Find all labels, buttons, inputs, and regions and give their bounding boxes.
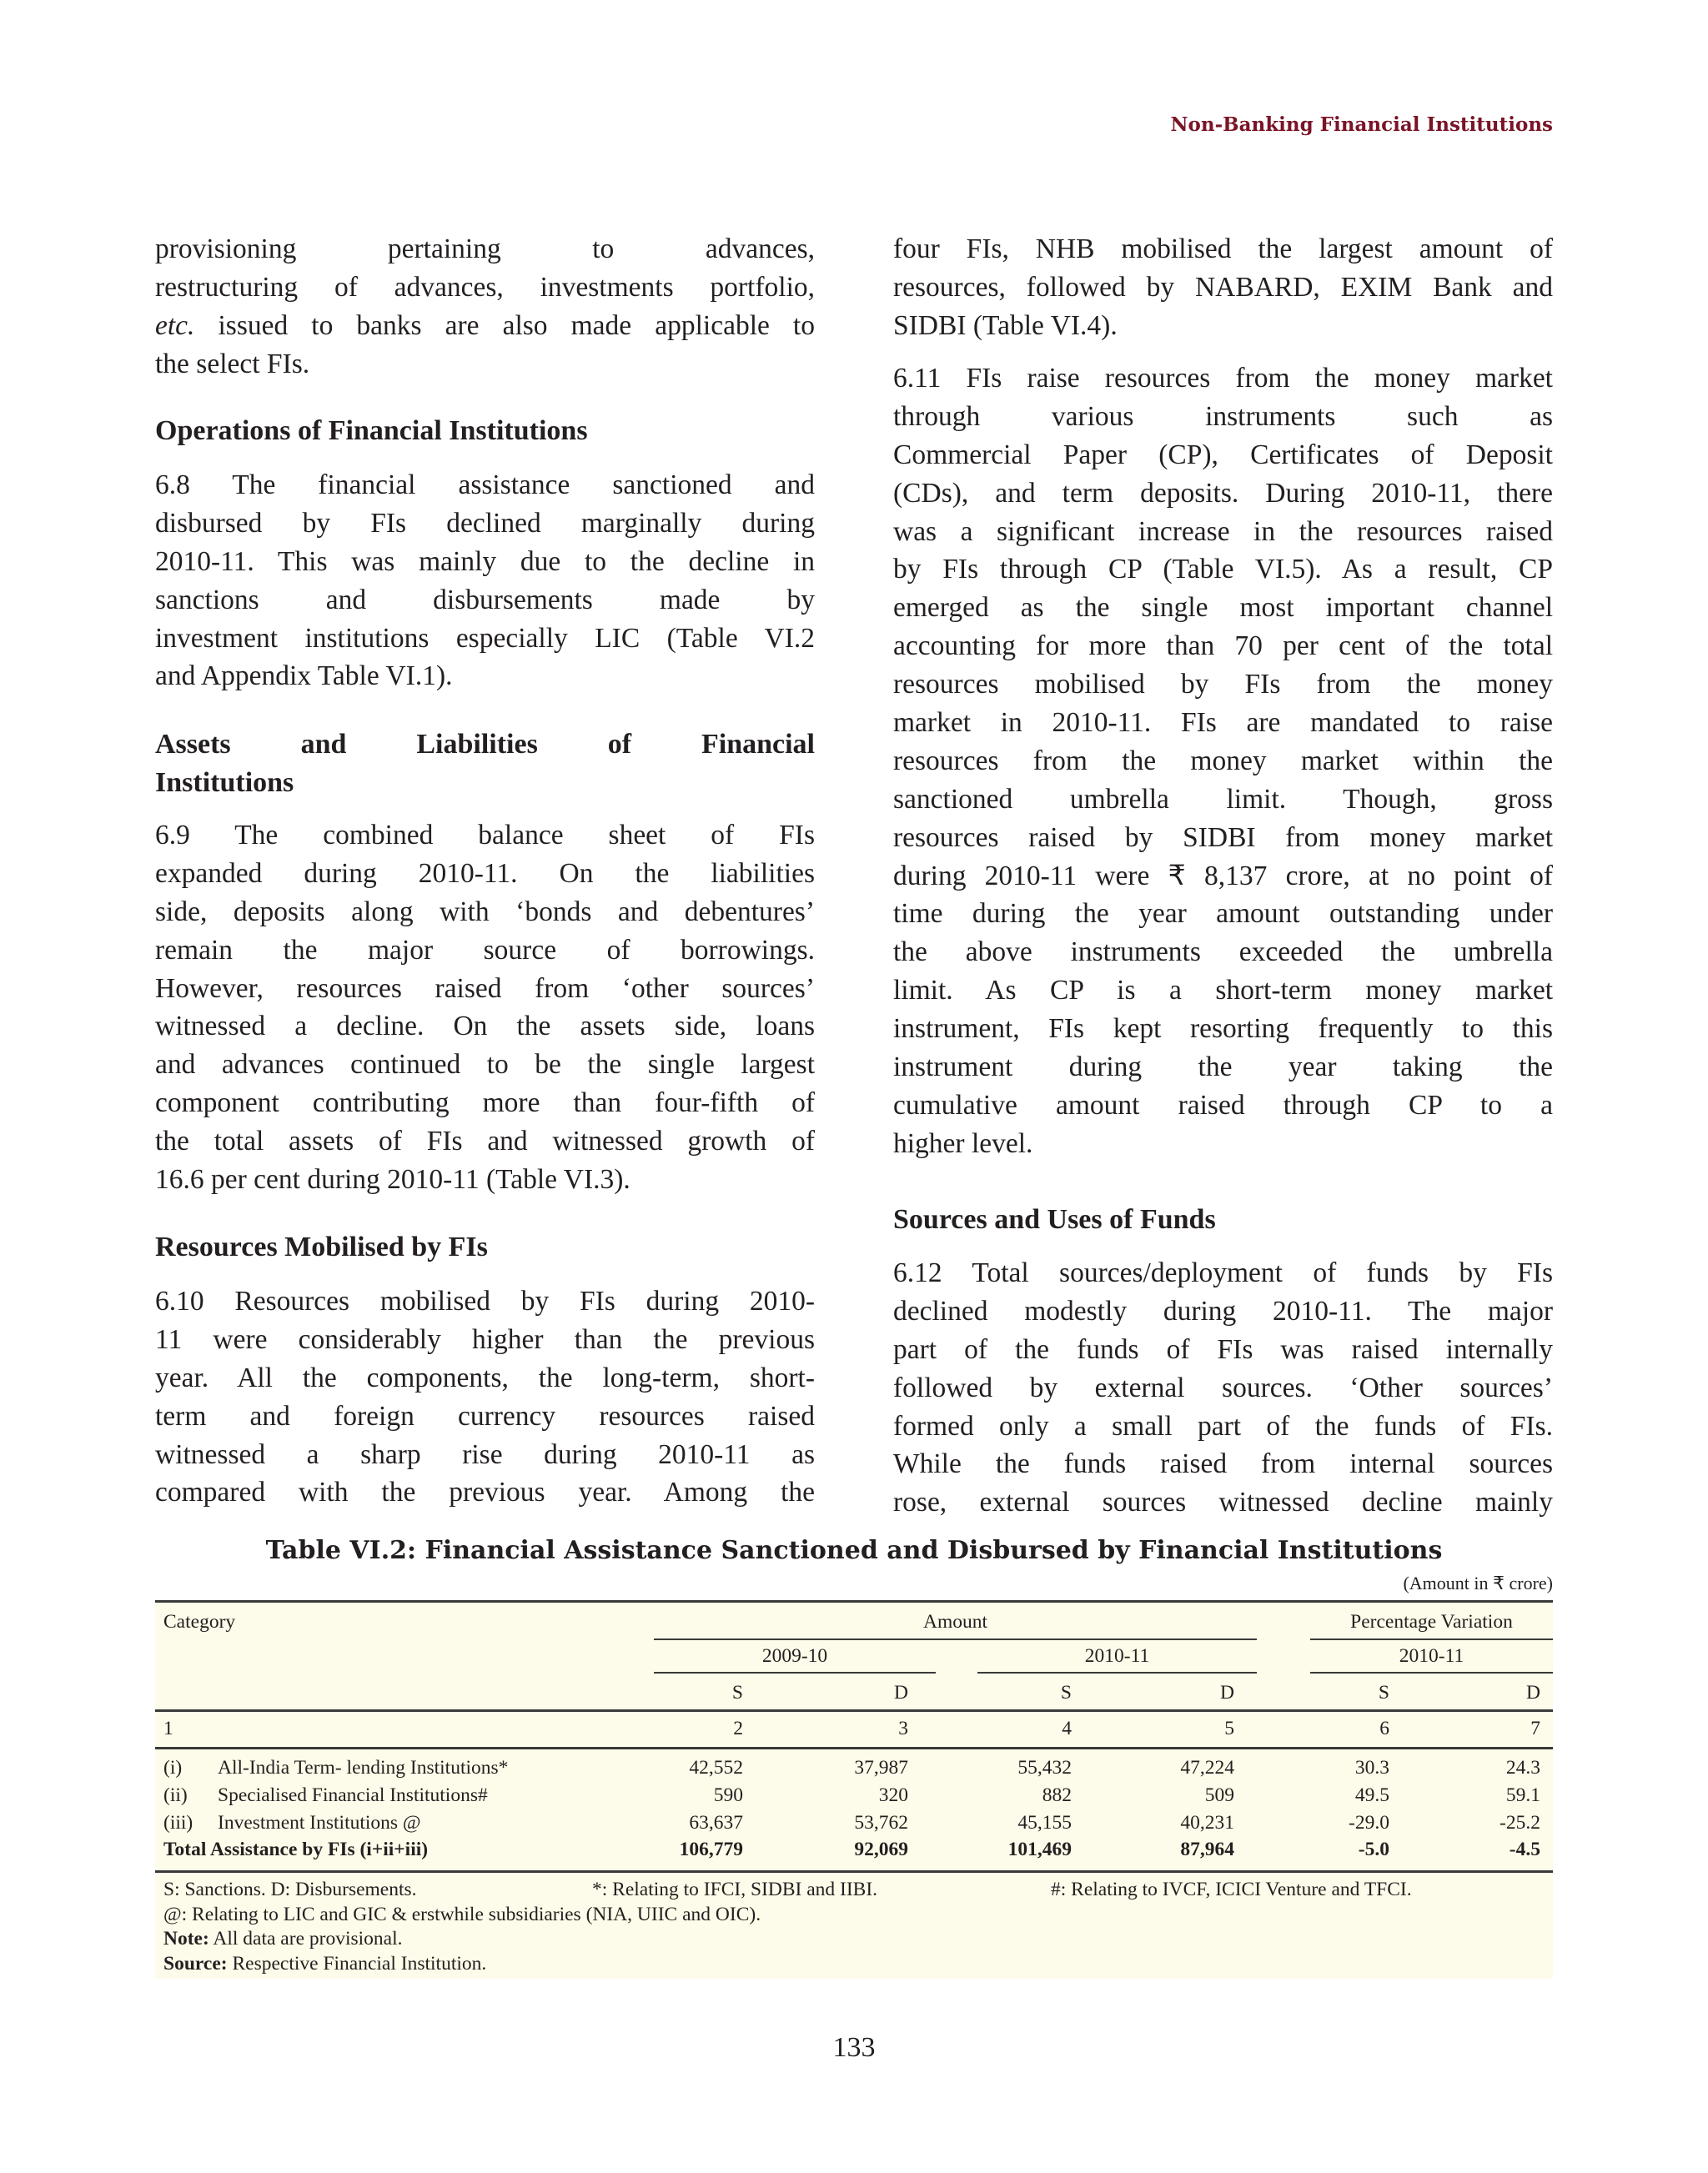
text-line: the above instruments exceeded the umbrella (893, 936, 1553, 968)
text-line: year. All the components, the long-term, short- (155, 1362, 815, 1393)
section-heading (893, 1201, 1553, 1239)
table-cell: 45,155 (1017, 1812, 1072, 1834)
note-text: All data are provisional. (208, 1928, 403, 1950)
table-unit: (Amount in ₹ crore) (1403, 1573, 1553, 1593)
row-label: All-India Term- lending Institutions* (218, 1757, 509, 1779)
text-line: resources raised by SIDBI from money market (893, 821, 1553, 853)
page-number: 133 (832, 2032, 876, 2063)
col-number: 4 (1062, 1718, 1072, 1739)
text-line: Assets and Liabilities of Financial (155, 729, 815, 760)
text-line: witnessed a sharp rise during 2010-11 as (155, 1438, 815, 1470)
row-index: (i) (163, 1757, 183, 1779)
text-line: instrument during the year taking the (893, 1051, 1553, 1083)
subcol-header: D (1220, 1682, 1234, 1704)
table-cell: 53,762 (854, 1812, 908, 1834)
text-line: time during the year amount outstanding under (893, 898, 1553, 930)
row-label: Investment Institutions @ (218, 1812, 421, 1834)
text-line: 16.6 per cent during 2010-11 (Table VI.3). (155, 1164, 630, 1196)
table-cell: -29.0 (1349, 1812, 1389, 1834)
total-cell: -5.0 (1358, 1839, 1389, 1860)
table-cell: 320 (878, 1784, 908, 1806)
total-cell: -4.5 (1509, 1839, 1540, 1860)
footnote-star: *: Relating to IFCI, SIDBI and IIBI. (592, 1879, 878, 1900)
total-cell: 101,469 (1007, 1839, 1072, 1860)
text-line: expanded during 2010-11. On the liabilities (155, 857, 815, 889)
text-line: resources, followed by NABARD, EXIM Bank and (893, 271, 1553, 303)
paragraph (893, 359, 1553, 1163)
text-line: Sources and Uses of Funds (893, 1204, 1216, 1235)
text-line: Operations of Financial Institutions (155, 415, 588, 446)
text-line: Institutions (155, 766, 294, 798)
text-line: accounting for more than 70 per cent of the total (893, 630, 1553, 662)
row-label: Specialised Financial Institutions# (218, 1784, 488, 1806)
footnote-abbrev: S: Sanctions. D: Disbursements. (163, 1879, 417, 1900)
text-line: declined modestly during 2010-11. The major (893, 1295, 1553, 1327)
header-pct-variation: Percentage Variation (1350, 1611, 1513, 1633)
text-line: side, deposits along with ‘bonds and debentures’ (155, 896, 815, 927)
text-line: 6.10 Resources mobilised by FIs during 2010- (155, 1286, 815, 1317)
table-bottom-rule (155, 1870, 1553, 1873)
text-line: instrument, FIs kept resorting frequently to this (893, 1013, 1553, 1045)
row-index: (iii) (163, 1812, 193, 1834)
text-line: Commercial Paper (CP), Certificates of Deposit (893, 439, 1553, 470)
footnote-note (163, 1927, 403, 1950)
pct-rule (1310, 1639, 1553, 1640)
source-label: Source: (163, 1953, 228, 1975)
year-rule-2010 (977, 1672, 1257, 1674)
paragraph (155, 816, 815, 1199)
total-cell: 87,964 (1180, 1839, 1234, 1860)
subcol-header: S (731, 1682, 743, 1704)
text-line: the select FIs. (155, 348, 310, 379)
italic-text: etc. (155, 309, 195, 341)
text: issued to banks are also made applicable to (194, 309, 815, 341)
text-line: disbursed by FIs declined marginally during (155, 507, 815, 539)
footnote-hash: #: Relating to IVCF, ICICI Venture and TFCI. (1051, 1879, 1412, 1900)
footnote-source (163, 1952, 486, 1975)
header-year: 2010-11 (1399, 1645, 1464, 1667)
text-line: provisioning pertaining to advances, (155, 233, 815, 264)
table-cell: 55,432 (1017, 1757, 1072, 1779)
total-cell: 92,069 (854, 1839, 908, 1860)
header-year: 2009-10 (761, 1645, 828, 1667)
text-line: cumulative amount raised through CP to a (893, 1089, 1553, 1121)
subcol-header: D (1526, 1682, 1540, 1704)
total-cell: 106,779 (679, 1839, 743, 1860)
header-year: 2010-11 (1084, 1645, 1150, 1667)
table-cell: 47,224 (1180, 1757, 1234, 1779)
text-line: through various instruments such as (893, 400, 1553, 432)
text-line: resources mobilised by FIs from the money (893, 669, 1553, 700)
table-cell: 42,552 (689, 1757, 743, 1779)
text-line: part of the funds of FIs was raised internally (893, 1333, 1553, 1365)
table-top-rule (155, 1600, 1553, 1603)
source-text: Respective Financial Institution. (227, 1953, 487, 1975)
amount-rule (654, 1639, 1257, 1640)
text-line: and advances continued to be the single largest (155, 1049, 815, 1081)
text-line: compared with the previous year. Among the (155, 1477, 815, 1508)
text-line (155, 307, 815, 345)
text-line: 6.12 Total sources/deployment of funds by FIs (893, 1257, 1553, 1288)
text-line: remain the major source of borrowings. (155, 934, 815, 966)
table-cell: 59.1 (1505, 1784, 1540, 1806)
text-line: 2010-11. This was mainly due to the decline in (155, 545, 815, 577)
text-line: resources from the money market within the (893, 745, 1553, 776)
col-number: 7 (1530, 1718, 1540, 1739)
section-heading (155, 725, 815, 802)
footnote-at: @: Relating to LIC and GIC & erstwhile subsidiaries (NIA, UIIC and OIC). (163, 1904, 761, 1925)
text-line: component contributing more than four-fifth of (155, 1087, 815, 1119)
text-line: 6.11 FIs raise resources from the money market (893, 363, 1553, 394)
table-cell: 590 (713, 1784, 743, 1806)
running-header: Non-Banking Financial Institutions (1170, 113, 1553, 136)
year-rule-2009 (654, 1672, 936, 1674)
paragraph (893, 1254, 1553, 1522)
text-line: However, resources raised from ‘other sources’ (155, 972, 815, 1004)
text-line: sanctioned umbrella limit. Though, gross (893, 783, 1553, 815)
subcol-header: S (1060, 1682, 1072, 1704)
text-line: higher level. (893, 1127, 1033, 1159)
text-line: market in 2010-11. FIs are mandated to raise (893, 707, 1553, 739)
text-line: the total assets of FIs and witnessed growth of (155, 1126, 815, 1157)
text-line: 6.8 The financial assistance sanctioned and (155, 469, 815, 500)
paragraph (155, 230, 815, 384)
text-line: Resources Mobilised by FIs (155, 1232, 488, 1262)
text-line: (CDs), and term deposits. During 2010-11, there (893, 477, 1553, 509)
text-line: investment institutions especially LIC (Table VI.2 (155, 622, 815, 654)
note-label: Note: (163, 1928, 209, 1950)
table-cell: -25.2 (1500, 1812, 1540, 1834)
text-line: rose, external sources witnessed decline mainly (893, 1487, 1553, 1518)
table-cell: 40,231 (1180, 1812, 1234, 1834)
text-line: four FIs, NHB mobilised the largest amount of (893, 233, 1553, 264)
table-cell: 882 (1042, 1784, 1072, 1806)
text-line: emerged as the single most important channel (893, 592, 1553, 624)
table-cell: 509 (1204, 1784, 1234, 1806)
text-line: 11 were considerably higher than the previous (155, 1323, 815, 1355)
total-label: Total Assistance by FIs (i+ii+iii) (163, 1839, 429, 1860)
text-line: witnessed a decline. On the assets side, loans (155, 1011, 815, 1042)
subcol-header: D (894, 1682, 908, 1704)
header-rule (155, 1709, 1553, 1712)
colnum-rule (155, 1747, 1553, 1749)
year-rule-pct (1310, 1672, 1553, 1674)
header-amount: Amount (922, 1611, 988, 1633)
text-line: sanctions and disbursements made by (155, 584, 815, 615)
paragraph (893, 230, 1553, 345)
table-cell: 49.5 (1354, 1784, 1389, 1806)
table-cell: 63,637 (689, 1812, 743, 1834)
col-number: 6 (1379, 1718, 1389, 1739)
section-heading (155, 1228, 815, 1267)
section-heading (155, 412, 815, 450)
col-number: 3 (898, 1718, 908, 1739)
col-number: 1 (163, 1718, 173, 1739)
table-cell: 24.3 (1505, 1757, 1540, 1779)
table-cell: 37,987 (854, 1757, 908, 1779)
text-line: restructuring of advances, investments portfolio, (155, 271, 815, 303)
text-line: followed by external sources. ‘Other sources’ (893, 1372, 1553, 1403)
table-title: Table VI.2: Financial Assistance Sanctioned and Disbursed by Financial Institutions (265, 1536, 1443, 1565)
subcol-header: S (1378, 1682, 1389, 1704)
paragraph (155, 1282, 815, 1512)
paragraph (155, 466, 815, 695)
col-number: 2 (733, 1718, 743, 1739)
text-line: term and foreign currency resources raised (155, 1400, 815, 1432)
header-category: Category (163, 1611, 236, 1633)
col-number: 5 (1224, 1718, 1234, 1739)
text-line: SIDBI (Table VI.4). (893, 309, 1118, 341)
text-line: and Appendix Table VI.1). (155, 660, 453, 692)
text-line: While the funds raised from internal sources (893, 1448, 1553, 1480)
text-line: limit. As CP is a short-term money market (893, 975, 1553, 1006)
row-index: (ii) (163, 1784, 188, 1806)
text-line: formed only a small part of the funds of FIs. (893, 1410, 1553, 1442)
text-line: during 2010-11 were ₹ 8,137 crore, at no point of (893, 860, 1553, 891)
text-line: 6.9 The combined balance sheet of FIs (155, 820, 815, 851)
text-line: was a significant increase in the resources raised (893, 515, 1553, 547)
text-line: by FIs through CP (Table VI.5). As a result, CP (893, 554, 1553, 585)
table-cell: 30.3 (1354, 1757, 1389, 1779)
